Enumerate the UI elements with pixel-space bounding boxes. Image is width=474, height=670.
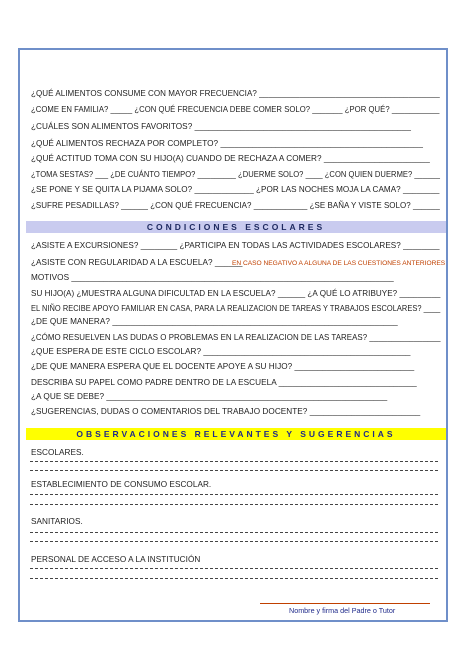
question-school-difficulty: SU HIJO(A) ¿MUESTRA ALGUNA DIFICULTAD EN LA ESCUELA? ______ ¿A QUÉ LO ATRIBUYE? _________: [31, 289, 441, 298]
question-attitude-rejection: ¿QUÉ ACTITUD TOMA CON SU HIJO(A) CUANDO DE RECHAZA A COMER? _______________________: [31, 154, 430, 163]
note-negative-answers: EN CASO NEGATIVO A ALGUNA DE LAS CUESTIONES ANTERIORES: [232, 260, 446, 267]
question-eats-family: ¿COME EN FAMILIA? _____ ¿CON QUÉ FRECUENCIA DEBE COMER SOLO? _______ ¿POR QUÉ? ___________: [31, 105, 440, 114]
signature-line: [260, 603, 430, 604]
answer-line: [30, 568, 438, 569]
obs-label-school: ESCOLARES.: [31, 448, 84, 457]
answer-line: [30, 578, 438, 579]
question-teacher-support: ¿DE QUE MANERA ESPERA QUE EL DOCENTE APOYE A SU HIJO? __________________________: [31, 362, 415, 371]
answer-line: [30, 470, 438, 471]
question-rejected-foods: ¿QUÉ ALIMENTOS RECHAZA POR COMPLETO? ____________________________________________: [31, 139, 423, 148]
question-favorite-foods: ¿CUÁLES SON ALIMENTOS FAVORITOS? _______________________________________________: [31, 122, 411, 131]
answer-line: [30, 532, 438, 533]
question-family-support: EL NIÑO RECIBE APOYO FAMILIAR EN CASA, PARA LA REALIZACION DE TAREAS Y TRABAJOS ESCOLARES? ____: [31, 304, 441, 313]
signature-label: Nombre y firma del Padre o Tutor: [289, 606, 396, 615]
answer-line: [30, 461, 438, 462]
obs-label-consumption: ESTABLECIMIENTO DE CONSUMO ESCOLAR.: [31, 480, 212, 489]
question-expectations-cycle: ¿QUE ESPERA DE ESTE CICLO ESCOLAR? _____________________________________________: [31, 347, 411, 356]
answer-line: [30, 494, 438, 495]
answer-line: [30, 504, 438, 505]
answer-line: [30, 541, 438, 542]
question-suggestions: ¿SUGERENCIAS, DUDAS O COMENTARIOS DEL TRABAJO DOCENTE? ________________________: [31, 407, 421, 416]
obs-label-sanitary: SANITARIOS.: [31, 517, 83, 526]
question-reason: ¿A QUE SE DEBE? _____________________________________________________________: [31, 392, 388, 401]
question-food-frequency: ¿QUÉ ALIMENTOS CONSUME CON MAYOR FRECUENCIA? ________________________________________: [31, 89, 440, 98]
section-header-school: CONDICIONES ESCOLARES: [26, 221, 446, 233]
question-how: ¿DE QUE MANERA? ______________________________________________________________: [31, 317, 398, 326]
question-homework-problems: ¿CÓMO RESUELVEN LAS DUDAS O PROBLEMAS EN LA REALIZACION DE LAS TAREAS? ________________: [31, 333, 441, 342]
question-regular-attendance: ¿ASISTE CON REGULARIDAD A LA ESCUELA? ______: [31, 258, 243, 267]
question-nightmares-bathing: ¿SUFRE PESADILLAS? ______ ¿CON QUÉ FRECUENCIA? ____________ ¿SE BAÑA Y VISTE SOLO? ______: [31, 201, 440, 210]
question-parent-role: DESCRIBA SU PAPEL COMO PADRE DENTRO DE LA ESCUELA ______________________________: [31, 378, 417, 387]
question-reasons: MOTIVOS ______________________________________________________________________: [31, 273, 394, 282]
question-naps-sleep: ¿TOMA SESTAS? ___ ¿DE CUÁNTO TIEMPO? _________ ¿DUERME SOLO? ____ ¿CON QUIEN DUERME? ______: [31, 170, 440, 179]
question-pajamas-bedwetting: ¿SE PONE Y SE QUITA LA PIJAMA SOLO? _____________ ¿POR LAS NOCHES MOJA LA CAMA? ________: [31, 185, 440, 194]
obs-label-access-personnel: PERSONAL DE ACCESO A LA INSTITUCIÓN: [31, 555, 201, 564]
section-header-observations: OBSERVACIONES RELEVANTES Y SUGERENCIAS: [26, 428, 446, 440]
question-excursions: ¿ASISTE A EXCURSIONES? ________ ¿PARTICIPA EN TODAS LAS ACTIVIDADES ESCOLARES? ________: [31, 241, 440, 250]
